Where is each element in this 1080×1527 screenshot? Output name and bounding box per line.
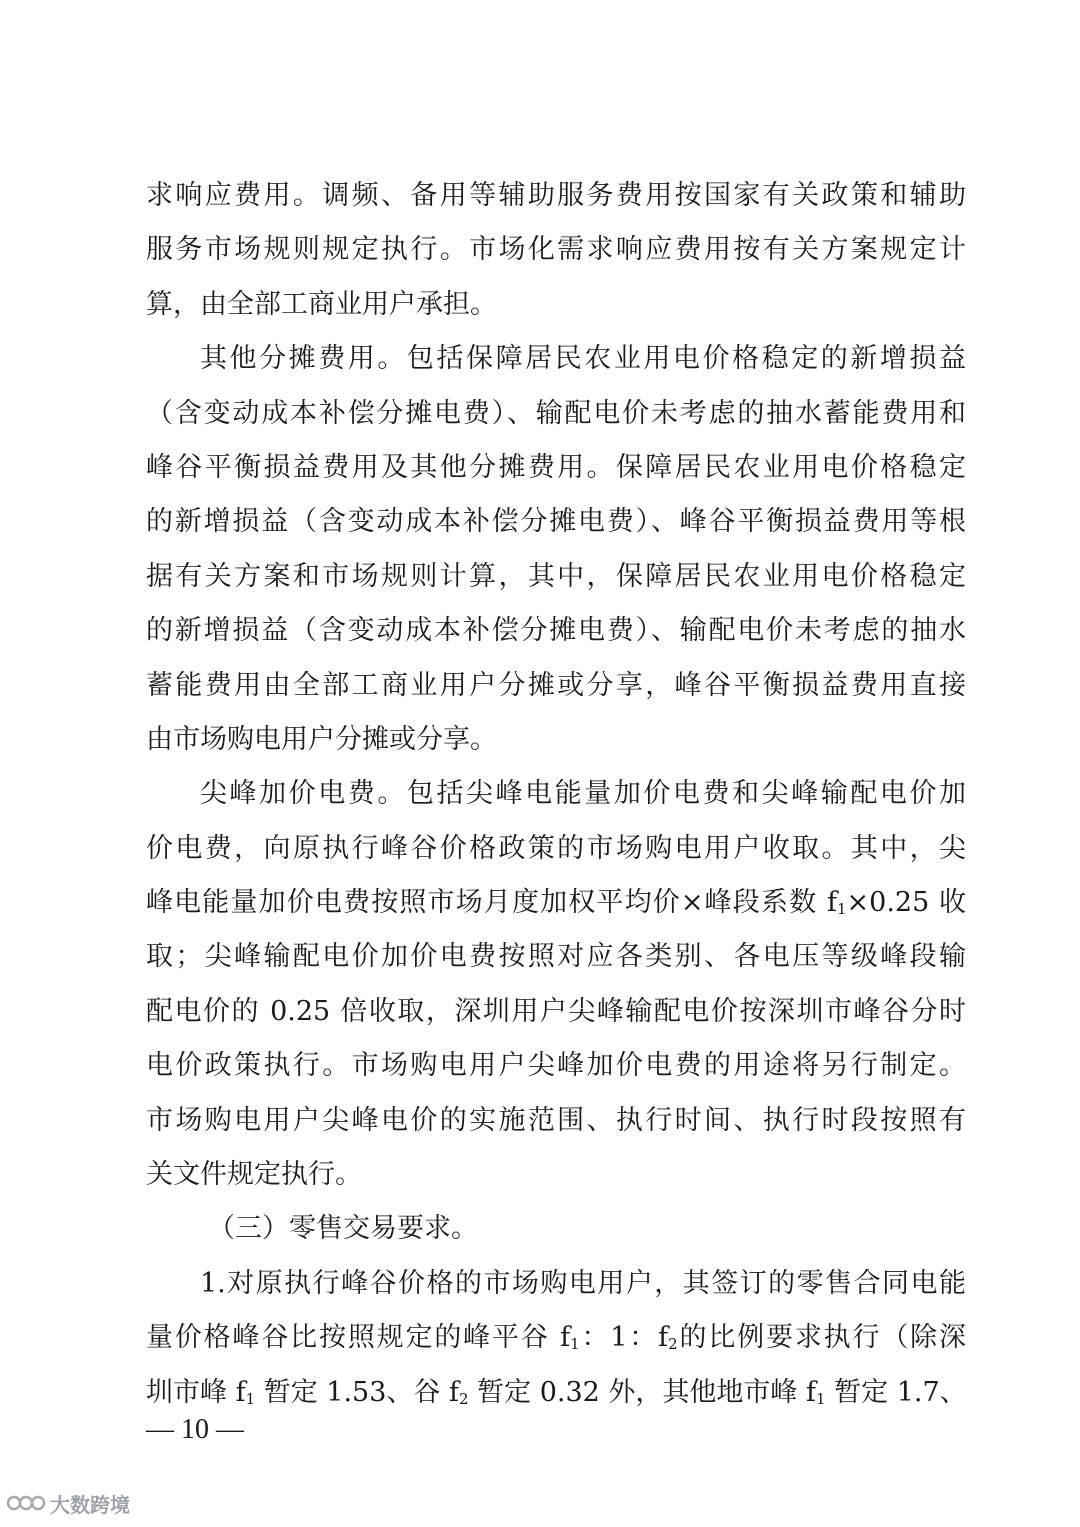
paragraph-start-line: 1.对原执行峰谷价格的市场购电用户，其签订的零售合同电能 [200, 1267, 966, 1299]
text-line: 蓄能费用由全部工商业用户分摊或分享，峰谷平衡损益费用直接 [146, 669, 966, 701]
text-line: 市场购电用户尖峰电价的实施范围、执行时间、执行时段按照有 [146, 1104, 966, 1136]
watermark [6, 1486, 130, 1520]
watermark-text: 大数跨境 [50, 1492, 130, 1517]
text-line: 配电价的 0.25 倍收取，深圳用户尖峰输配电价按深圳市峰谷分时 [146, 995, 966, 1027]
text-line: 的新增损益（含变动成本补偿分摊电费）、输配电价未考虑的抽水 [146, 615, 966, 647]
text-line: 关文件规定执行。 [146, 1159, 362, 1191]
text-line: 据有关方案和市场规则计算，其中，保障居民农业用电价格稳定 [146, 560, 966, 592]
section-heading: （三）零售交易要求。 [208, 1213, 478, 1245]
paragraph-start-line: 其他分摊费用。包括保障居民农业用电价格稳定的新增损益 [200, 343, 966, 375]
text-line: 量价格峰谷比按照规定的峰平谷 $f_1$：1：$f_2$的比例要求执行（除深 [146, 1322, 967, 1354]
paragraph-start-line: 尖峰加价电费。包括尖峰电能量加价电费和尖峰输配电价加 [200, 778, 966, 810]
text-line: 电价政策执行。市场购电用户尖峰加价电费的用途将另行制定。 [146, 1050, 966, 1082]
text-line: 峰谷平衡损益费用及其他分摊费用。保障居民农业用电价格稳定 [146, 451, 966, 483]
text-line: 峰电能量加价电费按照市场月度加权平均价×峰段系数 $f_1\times 0.25$ 收 [146, 887, 966, 919]
brand-logo-icon [6, 1490, 46, 1516]
body-text [146, 169, 966, 1420]
text-line: 圳市峰 $f_1$ 暂定 1.53、谷 $f_2$ 暂定 0.32 外，其他地市峰 $f_1$ 暂定 1.7、 [146, 1376, 967, 1408]
text-line: 由市场购电用户分摊或分享。 [146, 723, 497, 755]
text-line: 求响应费用。调频、备用等辅助服务费用按国家有关政策和辅助 [146, 180, 966, 211]
text-line: （含变动成本补偿分摊电费）、输配电价未考虑的抽水蓄能费用和 [146, 397, 966, 429]
text-line: 价电费，向原执行峰谷价格政策的市场购电用户收取。其中，尖 [146, 832, 966, 864]
text-line: 算，由全部工商业用户承担。 [146, 288, 497, 320]
page-number: — 10 — [146, 1414, 244, 1445]
text-line: 服务市场规则规定执行。市场化需求响应费用按有关方案规定计 [146, 234, 966, 266]
text-line: 取；尖峰输配电价加价电费按照对应各类别、各电压等级峰段输 [146, 941, 966, 973]
text-line: 的新增损益（含变动成本补偿分摊电费）、峰谷平衡损益费用等根 [146, 506, 966, 538]
